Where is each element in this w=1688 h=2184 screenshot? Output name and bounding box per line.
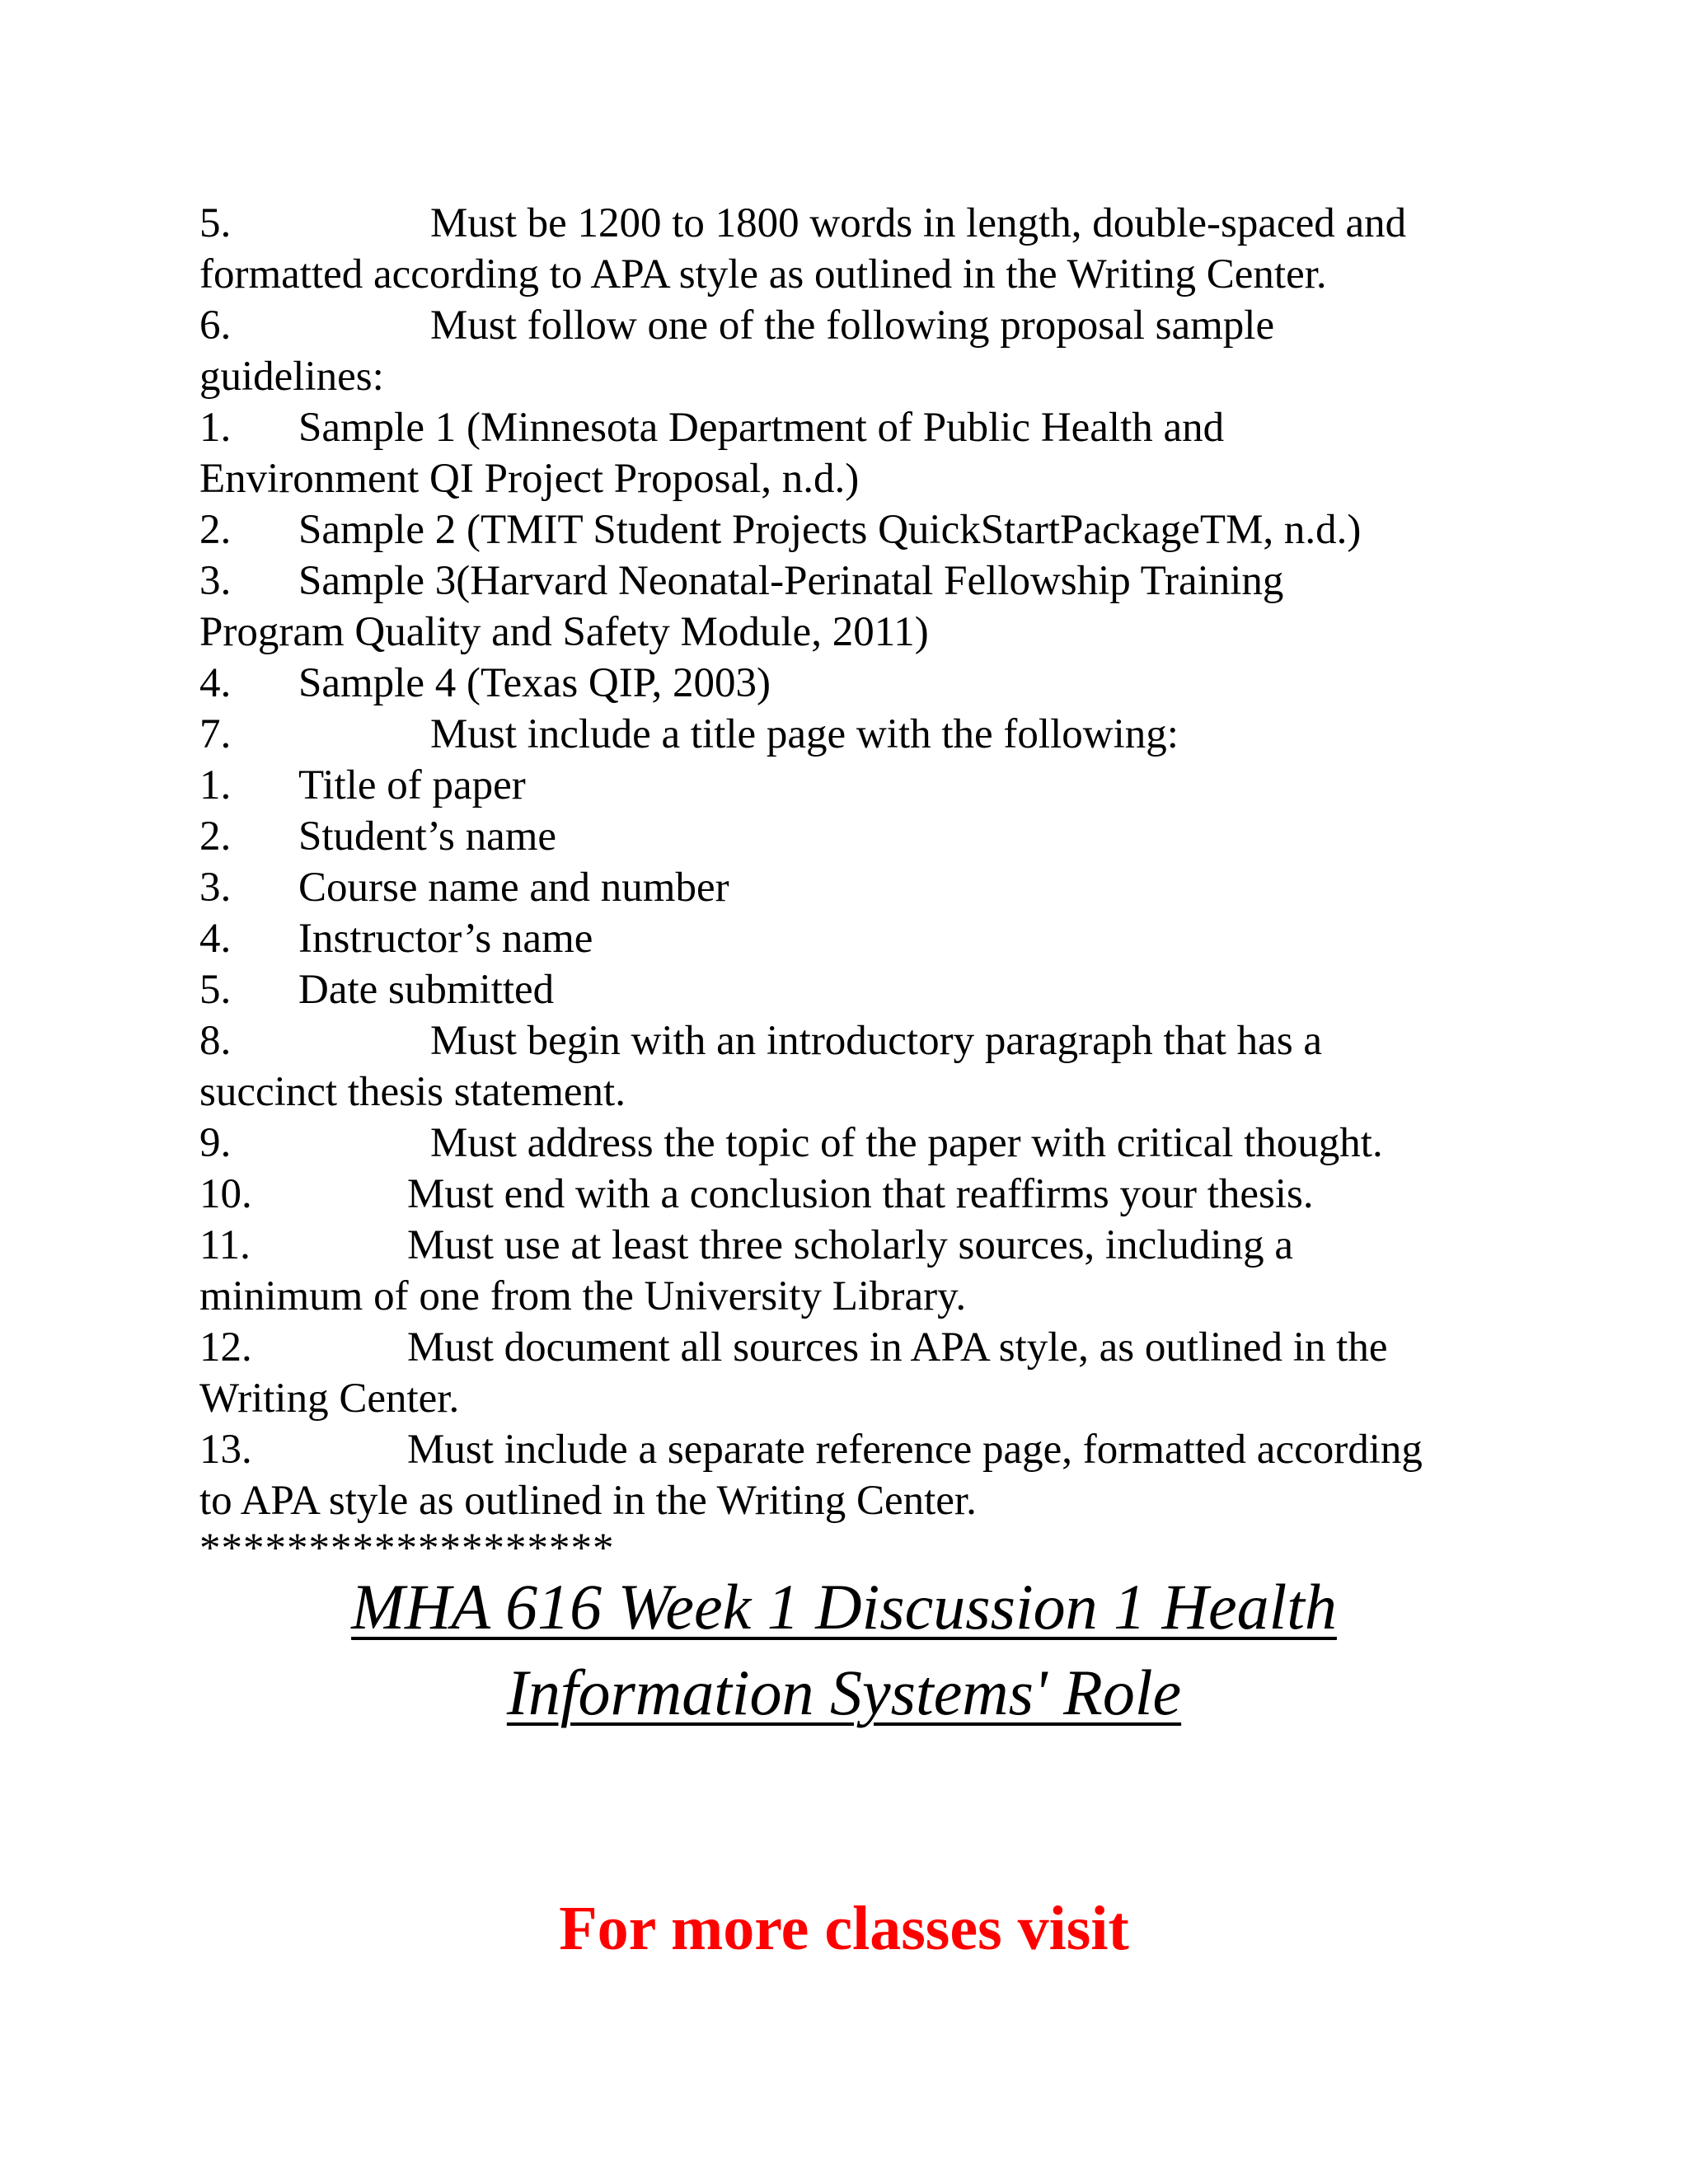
title-page-item-5-text: Date submitted <box>298 967 555 1013</box>
req-item-5-number: 5. <box>199 200 232 246</box>
sample-item-4-text: Sample 4 (Texas QIP, 2003) <box>298 660 771 706</box>
req-item-5-continuation: formatted according to APA style as outlined in the Writing Center. <box>199 251 1327 298</box>
req-item-13-continuation: to APA style as outlined in the Writing Center. <box>199 1478 977 1524</box>
promo-text: For more classes visit <box>559 1894 1129 1963</box>
title-page-item-3-number: 3. <box>199 865 232 911</box>
sample-item-1-continuation: Environment QI Project Proposal, n.d.) <box>199 456 860 502</box>
asterisk-separator: ******************* <box>199 1526 615 1572</box>
req-item-7-number: 7. <box>199 711 232 757</box>
req-item-12-continuation: Writing Center. <box>199 1376 460 1422</box>
sample-item-4-number: 4. <box>199 660 232 706</box>
title-page-item-4-text: Instructor’s name <box>298 916 593 962</box>
title-page-item-3-text: Course name and number <box>298 865 729 911</box>
discussion-heading-line-1: MHA 616 Week 1 Discussion 1 Health <box>351 1571 1337 1643</box>
req-item-11-text: Must use at least three scholarly sources, including a <box>407 1222 1293 1268</box>
req-item-7-text: Must include a title page with the following: <box>430 711 1179 757</box>
sample-item-3-text: Sample 3(Harvard Neonatal-Perinatal Fellowship Training <box>298 558 1284 604</box>
req-item-8-text: Must begin with an introductory paragraph that has a <box>430 1018 1323 1064</box>
req-item-10-number: 10. <box>199 1171 252 1217</box>
discussion-heading-line-2: Information Systems' Role <box>506 1657 1182 1728</box>
req-item-5-text: Must be 1200 to 1800 words in length, double-spaced and <box>430 200 1407 246</box>
sample-item-2-number: 2. <box>199 507 232 553</box>
req-item-10-text: Must end with a conclusion that reaffirms your thesis. <box>407 1171 1314 1217</box>
req-item-6-text: Must follow one of the following proposal sample <box>430 302 1275 349</box>
req-item-6-continuation: guidelines: <box>199 354 384 400</box>
sample-item-3-continuation: Program Quality and Safety Module, 2011) <box>199 609 929 655</box>
req-item-13-text: Must include a separate reference page, formatted according <box>407 1427 1423 1473</box>
req-item-9-number: 9. <box>199 1120 232 1166</box>
title-page-item-5-number: 5. <box>199 967 232 1013</box>
req-item-12-text: Must document all sources in APA style, as outlined in the <box>407 1324 1388 1371</box>
req-item-11-continuation: minimum of one from the University Library. <box>199 1273 967 1319</box>
req-item-12-number: 12. <box>199 1324 252 1371</box>
req-item-13-number: 13. <box>199 1427 252 1473</box>
title-page-item-2-number: 2. <box>199 813 232 860</box>
title-page-item-2-text: Student’s name <box>298 813 557 860</box>
sample-item-2-text: Sample 2 (TMIT Student Projects QuickStartPackageTM, n.d.) <box>298 507 1362 553</box>
title-page-item-1-number: 1. <box>199 762 232 808</box>
req-item-8-continuation: succinct thesis statement. <box>199 1069 626 1115</box>
sample-item-1-number: 1. <box>199 405 232 451</box>
title-page-item-4-number: 4. <box>199 916 232 962</box>
title-page-item-1-text: Title of paper <box>298 762 526 808</box>
req-item-8-number: 8. <box>199 1018 232 1064</box>
sample-item-3-number: 3. <box>199 558 232 604</box>
req-item-11-number: 11. <box>199 1222 251 1268</box>
sample-item-1-text: Sample 1 (Minnesota Department of Public Health and <box>298 405 1225 451</box>
req-item-9-text: Must address the topic of the paper with critical thought. <box>430 1120 1383 1166</box>
req-item-6-number: 6. <box>199 302 232 349</box>
